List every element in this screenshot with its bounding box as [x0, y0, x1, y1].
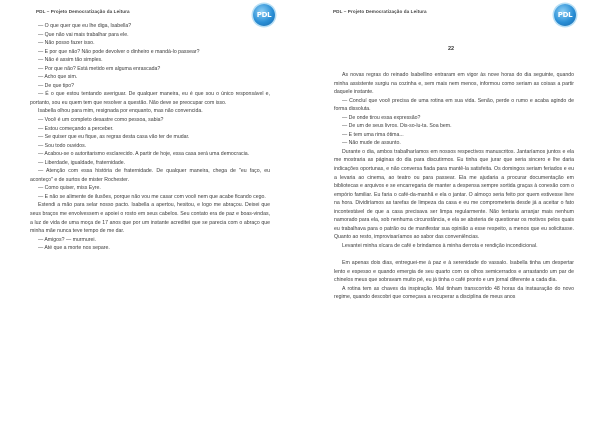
paragraph: Estendi a mão para selar nosso pacto. Isabella a apertou, hesitou, e logo me abraçou. Deixei que seus braços me envolvessem e apoiei o rosto em seus cabelos. Seu contato era de paz e boas-vindas, a luz de vida de uma moça de 17 anos que por um instante acreditei que se parecia com o abraço que minha mãe nunca teve tempo de me dar.: [30, 202, 270, 235]
pdl-logo: [554, 4, 576, 26]
paragraph: A rotina tem as chaves da inspiração. Mal tinham transcorrido 48 horas da instauração do novo regime, quando descobri que começava a recuperar a disciplina de meus anos: [334, 285, 574, 301]
paragraph: — Se quiser que eu fique, as regras desta casa vão ter de mudar.: [38, 134, 190, 141]
right-page: [300, 0, 600, 424]
paragraph: — E tem uma rima ótima...: [342, 131, 404, 138]
paragraph: — Amigos? — murmurei.: [38, 236, 96, 243]
paragraph: Levantei minha xícara de café e brindamos à minha derrota e rendição incondicional.: [342, 242, 538, 249]
paragraph: — Acabou-se o autoritarismo esclarecido. A partir de hoje, essa casa será uma democracia.: [38, 151, 250, 158]
paragraph: — Que não vai mais trabalhar para ele.: [38, 31, 129, 38]
paragraph: — Não posso fazer isso.: [38, 40, 95, 47]
paragraph: — Estou começando a perceber.: [38, 125, 114, 132]
paragraph: — De onde tirou essa expressão?: [342, 114, 421, 121]
paragraph: — De que tipo?: [38, 82, 75, 89]
paragraph: — Sou todo ouvidos.: [38, 142, 87, 149]
paragraph: — Não é assim tão simples.: [38, 57, 103, 64]
right-page-text: [334, 71, 574, 302]
paragraph: — Concluí que você precisa de uma rotina em sua vida. Senão, perde o rumo e acaba agindo de forma dissoluta.: [334, 97, 574, 113]
paragraph: — Acho que sim.: [38, 74, 78, 81]
paragraph: — Como quiser, miss Eyre.: [38, 185, 101, 192]
logo-text: PDL: [557, 11, 573, 19]
paragraph: — Você é um completo desastre como pessoa, sabia?: [38, 117, 164, 124]
paragraph: — E não se alimente de ilusões, porque não vou me casar com você nem que acabe ficando cego.: [38, 193, 266, 200]
paragraph: Isabella olhou para mim, resignada por enquanto, mas não convencida.: [38, 108, 203, 115]
paragraph: — Atenção com essa história de fraternidade. De qualquer maneira, chega de "eu faço, eu aconteço" e de surtos de mister Rochester.: [30, 168, 270, 183]
paragraph: — De um de seus livros. Dis-so-lu-ta. Soa bem.: [342, 123, 452, 130]
paragraph: — É o que estou tentando averiguar. De qualquer maneira, eu é que sou o único responsável e, portanto, sou eu quem tem que resolver a questão. Não deve se preocupar com isso.: [30, 91, 270, 106]
left-page-text: [30, 22, 270, 253]
page-number: 22: [448, 46, 455, 52]
paragraph: — Até que a morte nos separe.: [38, 245, 110, 252]
paragraph: As novas regras do reinado Isabellino entraram em vigor às nove horas do dia seguinte, quando minha assistente surgiu na cozinha e, sem mais nem menos, informou como seriam as coisas a partir daquele instante.: [334, 72, 574, 96]
page-header: PDL – Projeto Democratização da Leitura: [333, 9, 427, 14]
logo-text: PDL: [256, 11, 272, 19]
paragraph: Durante o dia, ambos trabalharíamos em nossos respectivos manuscritos. Jantaríamos juntos e ela me mostraria as páginas do dia para discutirmos. Eu tinha que jurar que seria sincero e lhe daria indicações oportunas, e não conversa fiada para mantê-la satisfeita. Os domingos seriam feriados e eu a levaria ao cinema, ao teatro ou para passear. Ela me ajudaria a procurar documentação em bibliotecas e arquivos e se encarregaria de manter a despensa sempre sortida graças à conexão com o empório familiar. Eu faria o café-da-manhã e ela o jantar. O almoço seria feito por quem estivesse livre na hora. Dividiríamos as tarefas de limpeza da casa e eu me comprometeria desde já a aceitar o fato incontestável de que a casa precisava ser limpa regularmente. Não tentaria arranjar mais nenhum namorado para ela, sob nenhuma circunstância, e ela se absteria de questionar os motivos pelos quais eu trabalhava para o patrão ou de manifestar sua opinião a esse respeito, a menos que eu solicitasse. Quanto ao resto, improvisaríamos ao sabor das conveniências.: [334, 148, 574, 241]
paragraph: — E por que não? Não pode devolver o dinheiro e mandá-lo passear?: [38, 48, 200, 55]
paragraph: — Por que não? Está metido em alguma enrascada?: [38, 65, 161, 72]
paragraph: — Não mude de assunto.: [342, 140, 401, 147]
paragraph-gap: [334, 250, 574, 259]
paragraph: — O que quer que eu lhe diga, Isabella?: [38, 23, 132, 29]
paragraph: — Liberdade, igualdade, fraternidade.: [38, 159, 126, 166]
page-header: PDL – Projeto Democratização da Leitura: [36, 9, 130, 14]
paragraph: Em apenas dois dias, entreguei-me à paz e à serenidade do vassalo. Isabella tinha um despertar lento e espesso e quando emergia de seu quarto com os olhos semicerrados e arrastando um par de chinelos meus que sobravam muito pé, eu já tinha o café pronto e um jornal diferente a cada dia.: [334, 259, 574, 284]
